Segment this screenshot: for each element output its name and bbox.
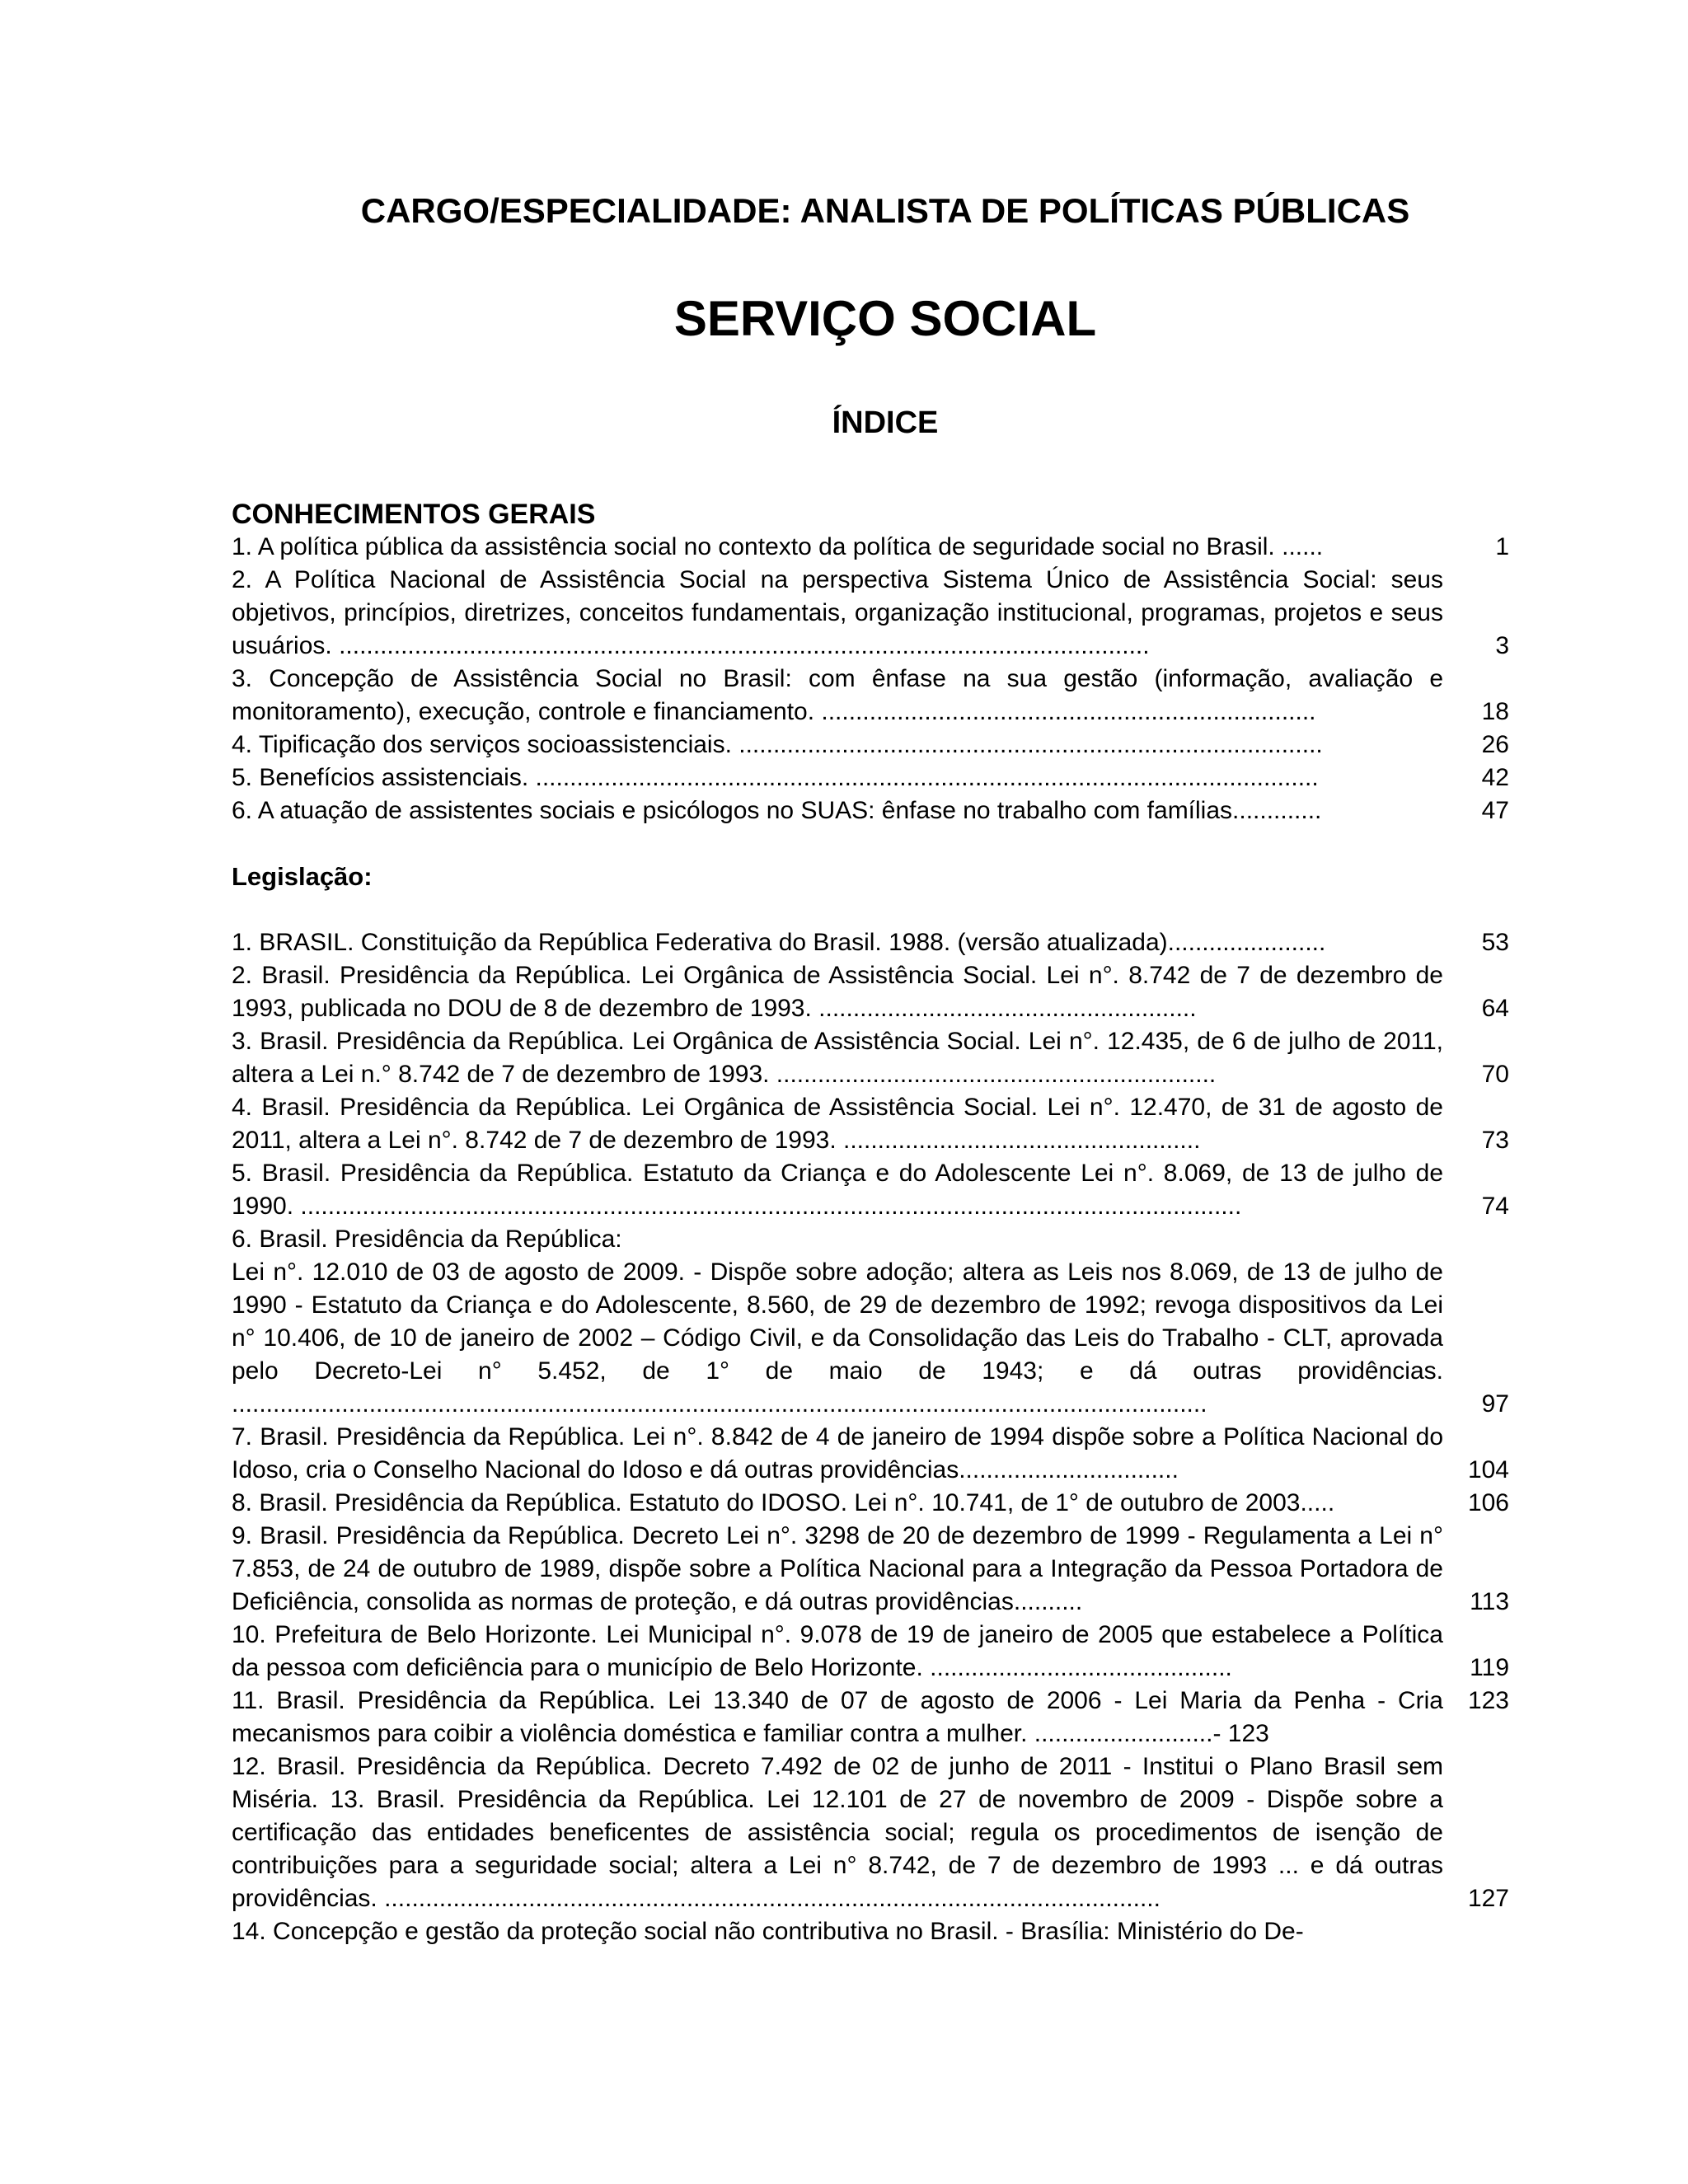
toc-entry-page: 97 — [1481, 1390, 1509, 1418]
toc-entry-page: 106 — [1467, 1489, 1509, 1516]
toc-entry — [232, 1520, 1509, 1619]
toc-entry-text: 4. Tipificação dos serviços socioassistenciais. ..................................................................................... — [232, 731, 1323, 758]
toc-entry-page: 113 — [1470, 1588, 1509, 1615]
toc-entry — [232, 1421, 1509, 1487]
toc-entry — [232, 729, 1509, 762]
toc-entry-text: Lei n°. 12.010 de 03 de agosto de 2009. - Dispõe sobre adoção; altera as Leis nos 8.069, de 13 de julho de 1990 - Estatuto da Criança e do Adolescente, 8.560, de 29 de dezembro de 1992; revoga dispositivos da Lei n° 10.406, de 10 de janeiro de 2002 – Código Civil, e da Consolidação das Leis do Trabalho - CLT, aprovada pelo Decreto-Lei n° 5.452, de 1° de maio de 1943; e dá outras providências. .............................................................................................................................................. — [232, 1258, 1443, 1418]
toc-entry — [232, 794, 1509, 827]
toc-entry-page: 104 — [1467, 1456, 1509, 1483]
toc-entry-page: 74 — [1481, 1193, 1509, 1220]
toc-entry-page: 26 — [1481, 731, 1509, 758]
toc-entry-page: 64 — [1481, 995, 1509, 1022]
toc-entry — [232, 1487, 1509, 1520]
toc-entry-text: 3. Brasil. Presidência da República. Lei Orgânica de Assistência Social. Lei n°. 12.435, de 6 de julho de 2011, altera a Lei n.° 8.742 de 7 de dezembro de 1993. ................................................................ — [232, 1028, 1443, 1088]
toc-entry-text: 7. Brasil. Presidência da República. Lei n°. 8.842 de 4 de janeiro de 1994 dispõe sobre a Política Nacional do Idoso, cria o Conselho Nacional do Idoso e dá outras providências................................ — [232, 1423, 1443, 1483]
section-heading-legislation: Legislação: — [232, 862, 373, 891]
toc-entry — [232, 762, 1509, 794]
toc-entry-page: 119 — [1470, 1654, 1509, 1681]
toc-entry — [232, 1091, 1509, 1157]
toc-entry — [232, 564, 1509, 663]
page-title: SERVIÇO SOCIAL — [673, 291, 1097, 346]
toc-entry-text: 5. Benefícios assistenciais. .................................................................................................................. — [232, 764, 1319, 791]
toc-entry — [232, 1915, 1509, 1948]
toc-entry — [232, 1750, 1509, 1915]
table-of-contents — [232, 498, 1509, 1948]
index-title: ÍNDICE — [832, 405, 939, 440]
toc-entry — [232, 663, 1509, 729]
section-heading-general: CONHECIMENTOS GERAIS — [232, 499, 596, 530]
toc-entry — [232, 1256, 1509, 1421]
toc-entry-page: 47 — [1481, 797, 1509, 824]
toc-entry-text: 10. Prefeitura de Belo Horizonte. Lei Municipal n°. 9.078 de 19 de janeiro de 2005 que estabelece a Política da pessoa com deficiência para o município de Belo Horizonte. ............................................ — [232, 1621, 1443, 1681]
toc-entry-text: 5. Brasil. Presidência da República. Estatuto da Criança e do Adolescente Lei n°. 8.069, de 13 de julho de 1990. ......................................................................................................................................... — [232, 1160, 1443, 1220]
toc-entry — [232, 1685, 1509, 1750]
toc-entry-text: 8. Brasil. Presidência da República. Estatuto do IDOSO. Lei n°. 10.741, de 1° de outubro de 2003..... — [232, 1489, 1335, 1516]
toc-entry-text: 2. Brasil. Presidência da República. Lei Orgânica de Assistência Social. Lei n°. 8.742 de 7 de dezembro de 1993, publicada no DOU de 8 de dezembro de 1993. ....................................................... — [232, 962, 1443, 1022]
toc-entry-page: 123 — [1467, 1687, 1509, 1714]
toc-entry-page: 1 — [1495, 533, 1509, 560]
toc-entry — [232, 926, 1509, 959]
toc-entry-text: 1. BRASIL. Constituição da República Federativa do Brasil. 1988. (versão atualizada)....................... — [232, 929, 1326, 956]
toc-entry-text: 12. Brasil. Presidência da República. Decreto 7.492 de 02 de junho de 2011 - Institui o Plano Brasil sem Miséria. 13. Brasil. Presidência da República. Lei 12.101 de 27 de novembro de 2009 - Dispõe sobre a certificação das entidades beneficentes de assistência social; regula os procedimentos de isenção de contribuições para a seguridade social; altera a Lei n° 8.742, de 7 de dezembro de 1993 ... e dá outras providências. ................................................................................................................. — [232, 1753, 1443, 1912]
toc-entry — [232, 531, 1509, 564]
toc-entry-text: 9. Brasil. Presidência da República. Decreto Lei n°. 3298 de 20 de dezembro de 1999 - Regulamenta a Lei n° 7.853, de 24 de outubro de 1989, dispõe sobre a Política Nacional para a Integração da Pessoa Portadora de Deficiência, consolida as normas de proteção, e dá outras providências.......... — [232, 1522, 1443, 1615]
toc-entry-text: 2. A Política Nacional de Assistência Social na perspectiva Sistema Único de Assistência Social: seus objetivos, princípios, diretrizes, conceitos fundamentais, organização institucional, programas, projetos e seus usuários. ...................................................................................................................... — [232, 566, 1443, 659]
toc-entry-page: 18 — [1481, 698, 1509, 725]
toc-entry-page: 3 — [1495, 632, 1509, 659]
toc-entry-page: 42 — [1481, 764, 1509, 791]
toc-entry-page: 127 — [1467, 1885, 1509, 1912]
toc-entry — [232, 1025, 1509, 1091]
toc-entry — [232, 959, 1509, 1025]
toc-entry — [232, 1157, 1509, 1223]
toc-entry — [232, 1223, 1509, 1256]
toc-entry-page: 70 — [1481, 1061, 1509, 1088]
toc-entry — [232, 1619, 1509, 1685]
toc-entry-text: 14. Concepção e gestão da proteção social não contributiva no Brasil. - Brasília: Ministério do De- — [232, 1918, 1304, 1945]
toc-entry-text: 1. A política pública da assistência social no contexto da política de seguridade social no Brasil. ...... — [232, 533, 1324, 560]
toc-entry-text: 11. Brasil. Presidência da República. Lei 13.340 de 07 de agosto de 2006 - Lei Maria da Penha - Cria mecanismos para coibir a violência doméstica e familiar contra a mulher. ..........................- 123 — [232, 1687, 1443, 1747]
toc-entry-text: 4. Brasil. Presidência da República. Lei Orgânica de Assistência Social. Lei n°. 12.470, de 31 de agosto de 2011, altera a Lei n°. 8.742 de 7 de dezembro de 1993. .................................................... — [232, 1094, 1443, 1154]
toc-entry-text: 6. A atuação de assistentes sociais e psicólogos no SUAS: ênfase no trabalho com famílias............. — [232, 797, 1322, 824]
toc-entry-text: 6. Brasil. Presidência da República: — [232, 1226, 622, 1253]
toc-entry-page: 53 — [1481, 929, 1509, 956]
toc-entry-text: 3. Concepção de Assistência Social no Brasil: com ênfase na sua gestão (informação, avaliação e monitoramento), execução, controle e financiamento. ........................................................................ — [232, 665, 1443, 725]
toc-entry-page: 73 — [1481, 1127, 1509, 1154]
cargo-title: CARGO/ESPECIALIDADE: ANALISTA DE POLÍTICAS PÚBLICAS — [360, 191, 1410, 230]
